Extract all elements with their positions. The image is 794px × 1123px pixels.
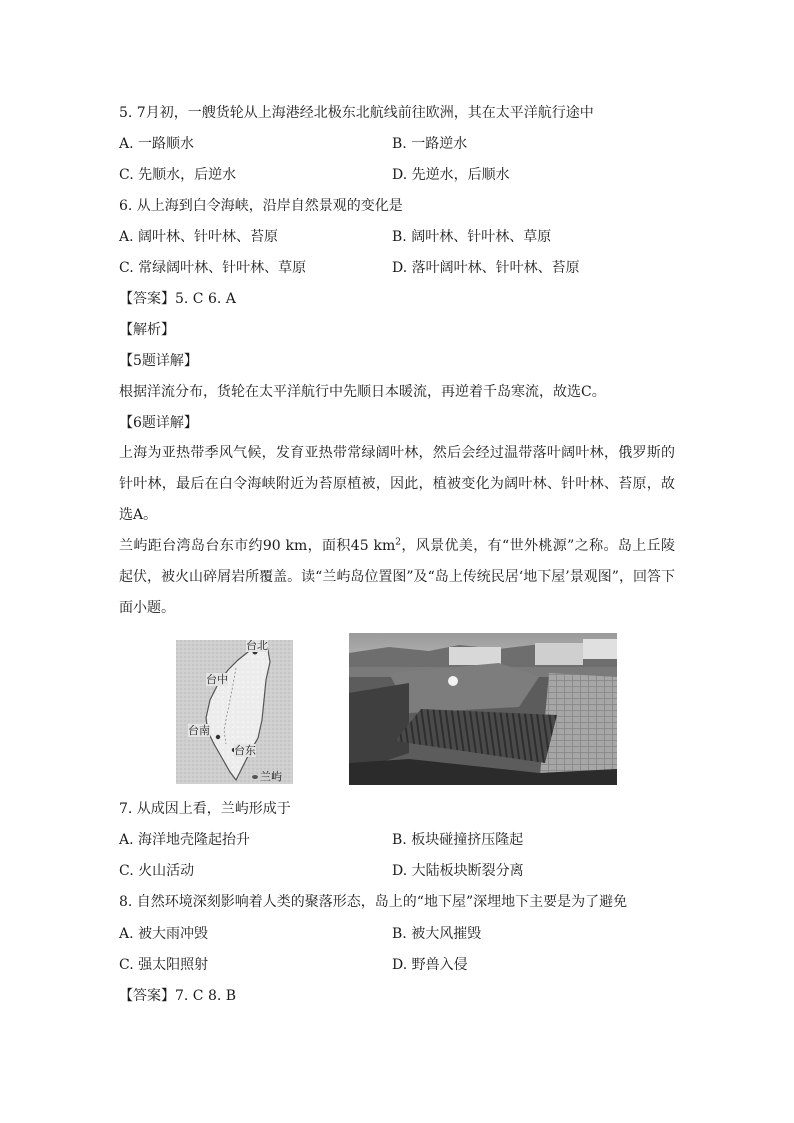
q7-option-b: B. 板块碰撞挤压隆起 [392, 832, 524, 848]
answer-7-8: 【答案】7. C 8. B [119, 988, 237, 1004]
tainan-dot [216, 735, 220, 739]
white-tank [448, 676, 458, 686]
q6-detail-text: 上海为亚热带季风气候，发育亚热带常绿阔叶林，然后会经过温带落叶阔叶林，俄罗斯的针叶林，最后在白令海峡附近为苔原植被，因此，植被变化为阔叶林、针叶林、苔原，故选A。 [119, 445, 675, 523]
question-5-stem: 5. 7月初，一艘货轮从上海港经北极东北航线前往欧洲，其在太平洋航行途中 [119, 105, 594, 121]
q5-option-a: A. 一路顺水 [119, 136, 195, 152]
q8-option-a: A. 被大雨冲毁 [119, 926, 209, 942]
intro-superscript: 2 [395, 537, 401, 548]
taiwan-map-graphic [176, 640, 293, 784]
lanyu-location-map [176, 640, 293, 784]
map-label-taizhong: 台中 [206, 673, 228, 686]
q7-option-d: D. 大陆板块断裂分离 [392, 863, 524, 879]
question-6-stem: 6. 从上海到白令海峡，沿岸自然景观的变化是 [119, 198, 403, 214]
q6-detail-label: 【6题详解】 [119, 415, 198, 431]
q5-option-d: D. 先逆水，后顺水 [392, 167, 510, 183]
q8-option-c: C. 强太阳照射 [119, 957, 209, 973]
q8-option-d: D. 野兽入侵 [392, 957, 468, 973]
q5-detail-text: 根据洋流分布，货轮在太平洋航行中先顺日本暖流，再逆着千岛寒流，故选C。 [119, 384, 606, 400]
lanyu-intro [119, 531, 675, 624]
q5-detail-label: 【5题详解】 [119, 353, 198, 369]
q8-option-b: B. 被大风摧毁 [392, 926, 482, 942]
answer-5-6: 【答案】5. C 6. A [119, 291, 236, 307]
q7-option-a: A. 海洋地壳隆起抬升 [119, 832, 251, 848]
q5-option-b: B. 一路逆水 [392, 136, 468, 152]
intro-text-a: 兰屿距台湾岛台东市约90 km，面积45 km [119, 538, 396, 554]
building-1 [449, 647, 501, 665]
map-label-taidong: 台东 [234, 744, 256, 757]
analysis-label: 【解析】 [119, 322, 175, 338]
question-7-stem: 7. 从成因上看，兰屿形成于 [119, 801, 291, 817]
building-3 [583, 639, 617, 659]
intro-text-b: ，风景优美，有“世外桃源”之称。岛上丘陵起伏，被火山碎屑岩所覆盖。读“兰屿岛位置图”及“岛上传统民居‘地下屋’景观图”，回答下面小题。 [119, 538, 675, 616]
q6-option-d: D. 落叶阔叶林、针叶林、苔原 [392, 260, 580, 276]
underground-house-photo [349, 633, 617, 785]
q6-option-b: B. 阔叶林、针叶林、草原 [392, 229, 552, 245]
map-label-tainan: 台南 [188, 724, 210, 737]
map-label-taipei: 台北 [246, 640, 268, 652]
q6-option-c: C. 常绿阔叶林、针叶林、草原 [119, 260, 307, 276]
q6-option-a: A. 阔叶林、针叶林、苔原 [119, 229, 279, 245]
map-label-lanyu: 兰屿 [260, 770, 282, 783]
q5-option-c: C. 先顺水，后逆水 [119, 167, 237, 183]
lanyu-island [252, 775, 258, 779]
photo-graphic [349, 633, 617, 785]
question-8-stem: 8. 自然环境深刻影响着人类的聚落形态，岛上的“地下屋”深埋地下主要是为了避免 [119, 894, 628, 910]
q7-option-c: C. 火山活动 [119, 863, 195, 879]
building-2 [535, 643, 583, 665]
